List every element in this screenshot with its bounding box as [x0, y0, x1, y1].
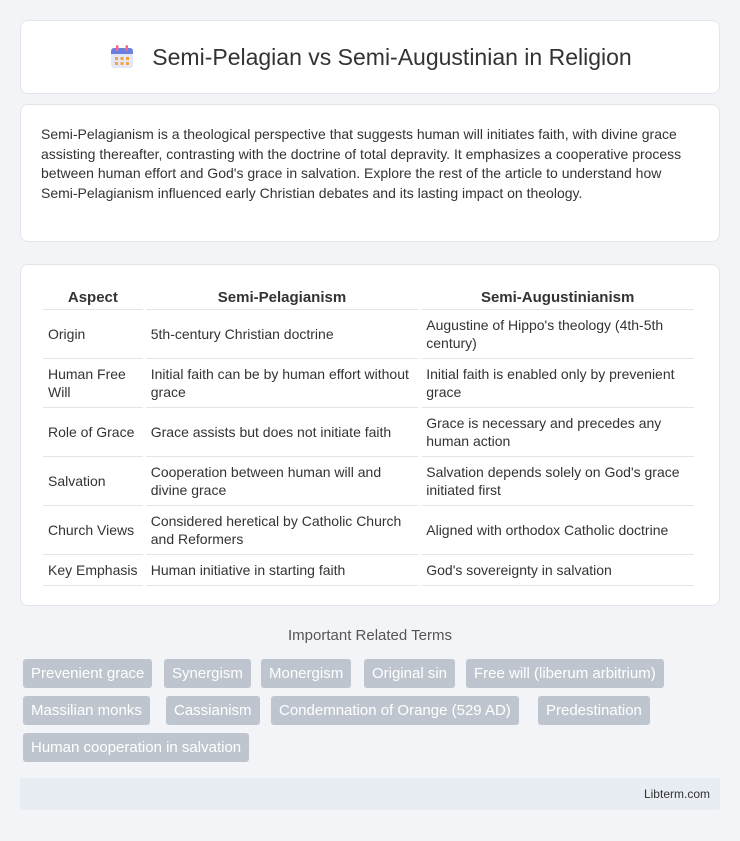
related-term-tag[interactable]: Monergism: [261, 659, 351, 688]
row-semi-pelagian-value: 5th-century Christian doctrine: [146, 310, 419, 359]
intro-card: [20, 104, 720, 242]
header-semi-pelagianism: Semi-Pelagianism: [146, 285, 419, 310]
table-row: [43, 457, 694, 506]
row-aspect: Church Views: [43, 506, 143, 555]
comparison-card: [20, 264, 720, 606]
row-semi-augustinian-value: God's sovereignty in salvation: [421, 555, 694, 586]
related-term-tag[interactable]: Free will (liberum arbitrium): [466, 659, 664, 688]
row-semi-pelagian-value: Considered heretical by Catholic Church and Reformers: [146, 506, 419, 555]
row-aspect: Key Emphasis: [43, 555, 143, 586]
page-title: Semi-Pelagian vs Semi-Augustinian in Religion: [152, 43, 632, 70]
table-row: [43, 408, 694, 457]
related-term-tag[interactable]: Synergism: [164, 659, 251, 688]
row-aspect: Origin: [43, 310, 143, 359]
header-semi-augustinianism: Semi-Augustinianism: [421, 285, 694, 310]
row-aspect: Human Free Will: [43, 359, 143, 408]
row-semi-augustinian-value: Grace is necessary and precedes any human action: [421, 408, 694, 457]
related-terms-title: Important Related Terms: [288, 627, 452, 644]
related-term-tag[interactable]: Cassianism: [166, 696, 260, 725]
related-term-tag[interactable]: Prevenient grace: [23, 659, 152, 688]
related-term-tag[interactable]: Massilian monks: [23, 696, 150, 725]
row-semi-augustinian-value: Salvation depends solely on God's grace initiated first: [421, 457, 694, 506]
intro-paragraph: Semi-Pelagianism is a theological perspective that suggests human will initiates faith, with divine grace assisting thereafter, contrasting with the doctrine of total depravity. It emphasizes a cooperative process between human effort and God's grace in salvation. Explore the rest of the article to understand how Semi-Pelagianism influenced early Christian debates and its lasting impact on theology.: [41, 126, 682, 201]
row-semi-augustinian-value: Initial faith is enabled only by prevenient grace: [421, 359, 694, 408]
table-row: [43, 359, 694, 408]
row-aspect: Role of Grace: [43, 408, 143, 457]
related-term-tag[interactable]: Condemnation of Orange (529 AD): [271, 696, 519, 725]
footer-site-link[interactable]: Libterm.com: [643, 787, 710, 801]
row-aspect: Salvation: [43, 457, 143, 506]
row-semi-pelagian-value: Initial faith can be by human effort without grace: [146, 359, 419, 408]
related-term-tag[interactable]: Original sin: [364, 659, 455, 688]
row-semi-pelagian-value: Human initiative in starting faith: [146, 555, 419, 586]
related-term-tag[interactable]: Predestination: [538, 696, 650, 725]
footer: [20, 778, 720, 810]
calendar-icon: [108, 43, 136, 71]
comparison-table: [40, 285, 697, 586]
row-semi-augustinian-value: Augustine of Hippo's theology (4th-5th century): [421, 310, 694, 359]
header-aspect: Aspect: [43, 285, 143, 310]
table-header-row: [43, 285, 694, 310]
row-semi-augustinian-value: Aligned with orthodox Catholic doctrine: [421, 506, 694, 555]
header-card: [20, 20, 720, 94]
table-row: [43, 310, 694, 359]
table-row: [43, 506, 694, 555]
table-row: [43, 555, 694, 586]
related-term-tag[interactable]: Human cooperation in salvation: [23, 733, 249, 762]
row-semi-pelagian-value: Cooperation between human will and divine grace: [146, 457, 419, 506]
row-semi-pelagian-value: Grace assists but does not initiate faith: [146, 408, 419, 457]
